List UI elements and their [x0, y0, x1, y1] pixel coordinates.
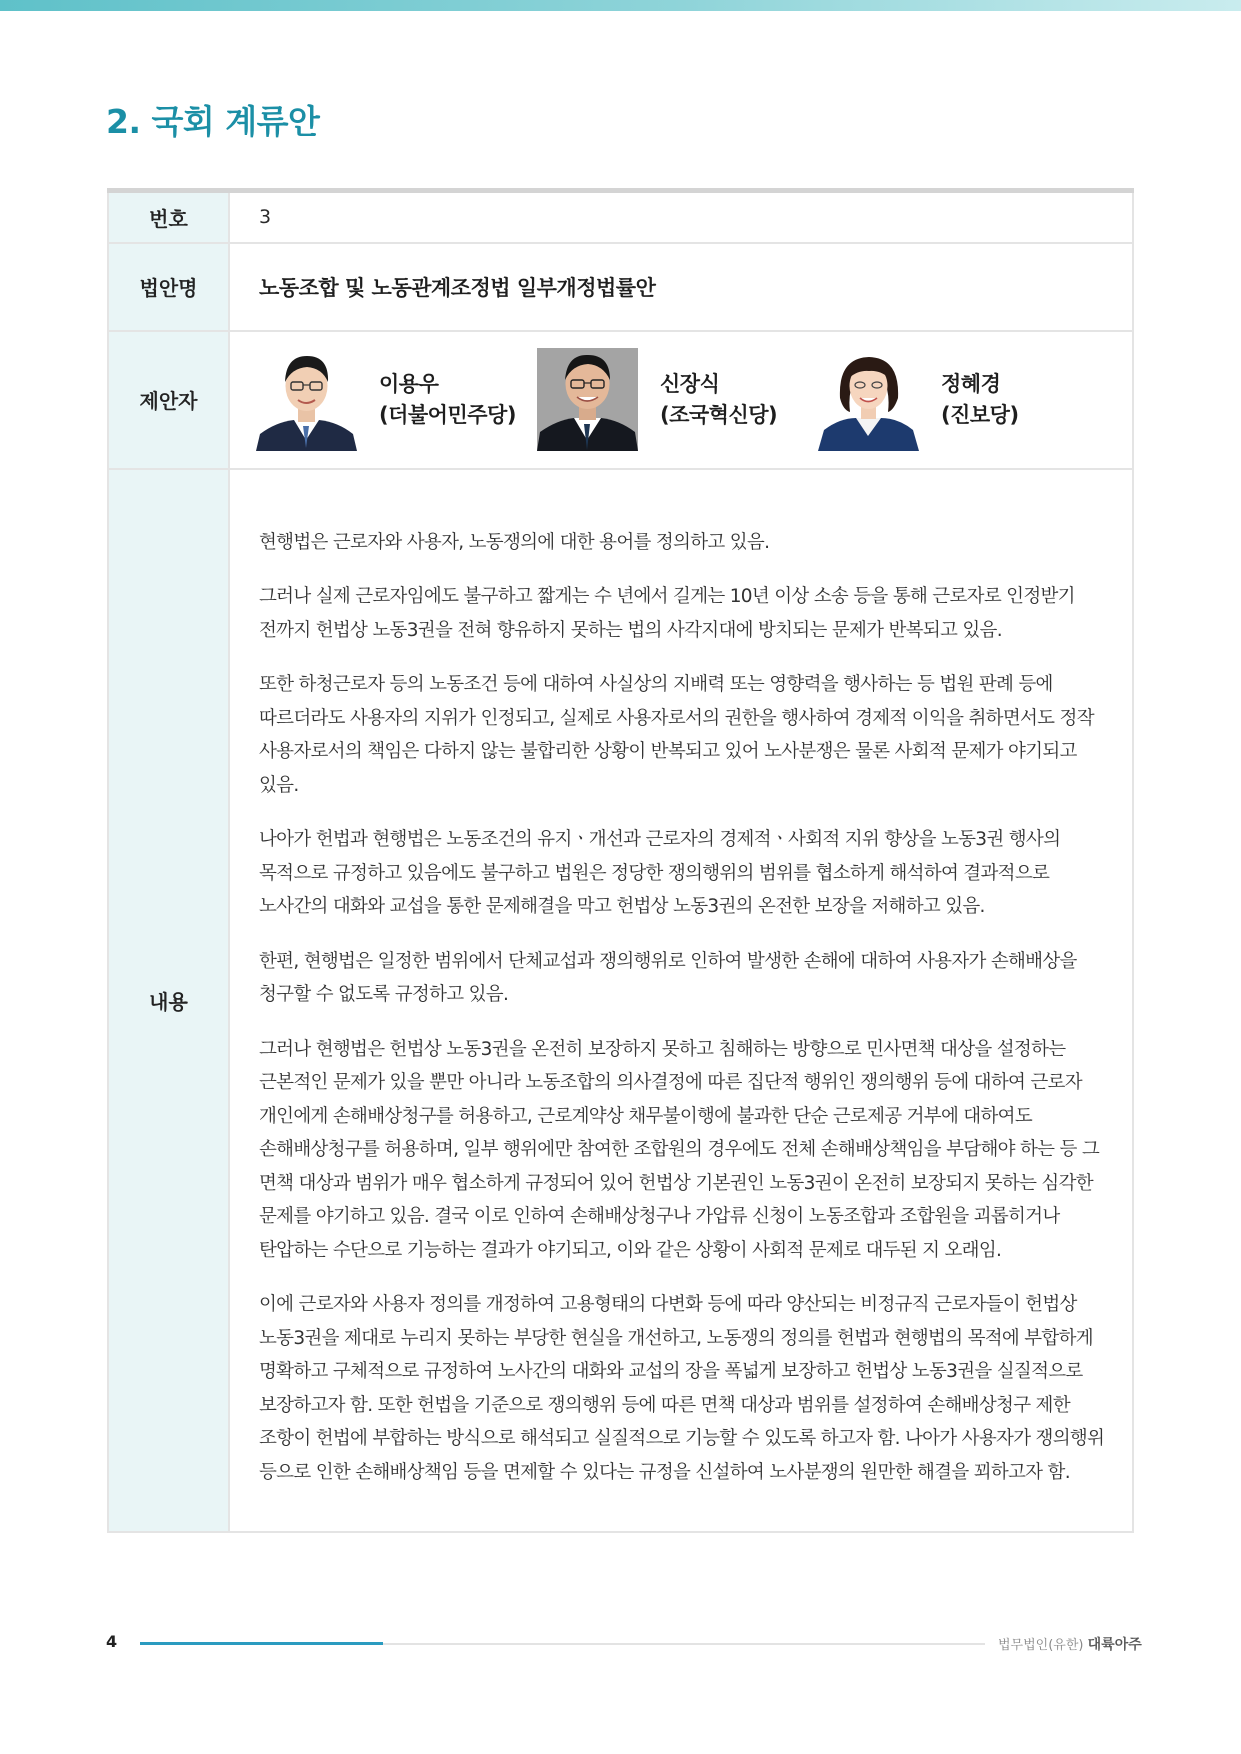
row-content	[108, 469, 1133, 1533]
proposer-item	[537, 348, 818, 451]
content-paragraph: 그러나 실제 근로자임에도 불구하고 짧게는 수 년에서 길게는 10년 이상 소송 등을 통해 근로자로 인정받기 전까지 헌법상 노동3권을 전혀 향유하지 못하는 법의 사각지대에 방치되는 문제가 반복되고 있음.	[259, 586, 1075, 641]
proposer-photo	[256, 348, 357, 451]
content-paragraph: 나아가 헌법과 현행법은 노동조건의 유지ㆍ개선과 근로자의 경제적ㆍ사회적 지위 향상을 노동3권 행사의 목적으로 규정하고 있음에도 불구하고 법원은 정당한 쟁의행위의 범위를 협소하게 해석하여 결과적으로 노사간의 대화와 교섭을 통한 문제해결을 막고 헌법상 노동3권의 온전한 보장을 저해하고 있음.	[259, 829, 1061, 917]
row-proposer	[108, 331, 1133, 469]
footer-divider-accent	[140, 1642, 383, 1645]
proposer-name: 정혜경	[941, 371, 1001, 396]
proposer-photo	[537, 348, 638, 451]
top-accent-bar	[0, 0, 1241, 11]
section-title: 2. 국회 계류안	[106, 102, 320, 141]
proposer-text	[379, 369, 516, 431]
proposer-text	[941, 369, 1019, 431]
label-content: 내용	[108, 469, 229, 1533]
footer-brand	[998, 1634, 1142, 1654]
page-number: 4	[106, 1632, 118, 1651]
content-cell	[229, 469, 1133, 1533]
proposer-party: (조국혁신당)	[660, 402, 778, 427]
proposer-list	[256, 348, 1132, 451]
bill-number: 3	[229, 191, 1133, 243]
label-bill-name: 법안명	[108, 243, 229, 331]
proposer-cell	[229, 331, 1133, 469]
proposer-item	[256, 348, 537, 451]
proposer-name: 신장식	[660, 371, 720, 396]
proposer-text	[660, 369, 777, 431]
label-number: 번호	[108, 191, 229, 243]
proposer-photo	[818, 348, 919, 451]
bill-info-table	[107, 188, 1134, 1533]
proposer-item	[818, 348, 1099, 451]
row-bill-name	[108, 243, 1133, 331]
content-paragraph: 한편, 현행법은 일정한 범위에서 단체교섭과 쟁의행위로 인하여 발생한 손해에 대하여 사용자가 손해배상을 청구할 수 없도록 규정하고 있음.	[259, 950, 1077, 1005]
proposer-party: (더불어민주당)	[379, 402, 516, 427]
content-paragraph: 이에 근로자와 사용자 정의를 개정하여 고용형태의 다변화 등에 따라 양산되는 비정규직 근로자들이 헌법상 노동3권을 제대로 누리지 못하는 부당한 현실을 개선하고, 노동쟁의 정의를 헌법과 현행법의 목적에 부합하게 명확하고 구체적으로 규정하여 노사간의 대화와 교섭의 장을 폭넓게 보장하고 헌법상 노동3권을 실질적으로 보장하고자 함. 또한 헌법을 기준으로 쟁의행위 등에 따른 면책 대상과 범위를 설정하여 손해배상청구 제한 조항이 헌법에 부합하는 방식으로 해석되고 실질적으로 기능할 수 있도록 하고자 함. 나아가 사용자가 쟁의행위 등으로 인한 손해배상책임 등을 면제할 수 있다는 규정을 신설하여 노사분쟁의 원만한 해결을 꾀하고자 함.	[259, 1294, 1105, 1483]
bill-name: 노동조합 및 노동관계조정법 일부개정법률안	[229, 243, 1133, 331]
brand-name: 대륙아주	[1087, 1637, 1142, 1653]
row-number	[108, 191, 1133, 243]
content-paragraph: 현행법은 근로자와 사용자, 노동쟁의에 대한 용어를 정의하고 있음.	[259, 531, 770, 553]
content-paragraph: 또한 하청근로자 등의 노동조건 등에 대하여 사실상의 지배력 또는 영향력을 행사하는 등 법원 판례 등에 따르더라도 사용자의 지위가 인정되고, 실제로 사용자로서의 권한을 행사하여 경제적 이익을 취하면서도 정작 사용자로서의 책임은 다하지 않는 불합리한 상황이 반복되고 있어 노사분쟁은 물론 사회적 문제가 야기되고 있음.	[259, 674, 1094, 796]
proposer-party: (진보당)	[941, 402, 1019, 427]
brand-prefix: 법무법인(유한)	[998, 1638, 1084, 1653]
proposer-name: 이용우	[379, 371, 439, 396]
content-paragraph: 그러나 현행법은 헌법상 노동3권을 온전히 보장하지 못하고 침해하는 방향으로 민사면책 대상을 설정하는 근본적인 문제가 있을 뿐만 아니라 노동조합의 의사결정에 따른 집단적 행위인 쟁의행위 등에 대하여 근로자 개인에게 손해배상청구를 허용하고, 근로계약상 채무불이행에 불과한 단순 근로제공 거부에 대하여도 손해배상청구를 허용하며, 일부 행위에만 참여한 조합원의 경우에도 전체 손해배상책임을 부담해야 하는 등 그 면책 대상과 범위가 매우 협소하게 규정되어 있어 헌법상 기본권인 노동3권이 온전히 보장되지 못하는 심각한 문제를 야기하고 있음. 결국 이로 인하여 손해배상청구나 가압류 신청이 노동조합과 조합원을 괴롭히거나 탄압하는 수단으로 기능하는 결과가 야기되고, 이와 같은 상황이 사회적 문제로 대두된 지 오래임.	[259, 1038, 1100, 1261]
label-proposer: 제안자	[108, 331, 229, 469]
